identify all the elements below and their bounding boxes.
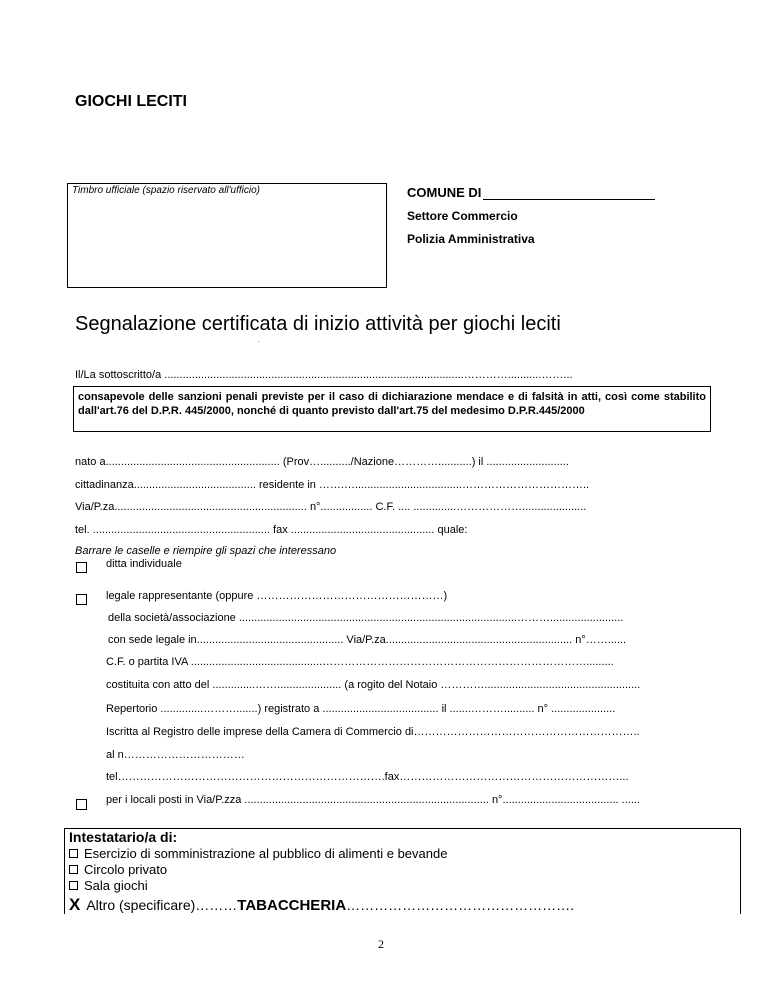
comune-line (407, 185, 655, 200)
locali-line[interactable]: per i locali posti in Via/P.zza ................................................................................ n°...................................... ...... (106, 794, 640, 806)
declaration-box: consapevole delle sanzioni penali previste per il caso di dichiarazione mendace e di falsità in atti, così come stabilito dall'art.76 del D.P.R. 445/2000, nonché di quanto previsto dall'art.75 del medesimo D.P.R.445/2000 (73, 386, 711, 432)
cittadinanza-line[interactable]: cittadinanza........................................ residente in …….…...................................…………………………….. (75, 479, 590, 491)
altro-suffix: …………………………………………. (346, 897, 575, 913)
checkbox-circolo[interactable] (69, 865, 78, 874)
tiny-mark: . (258, 338, 260, 344)
comune-label: COMUNE DI (407, 185, 482, 200)
nato-line[interactable]: nato a......................................................... (Prov…........../Nazione…………...........) il ........................... (75, 456, 569, 468)
page-number: 2 (378, 937, 384, 951)
tel-fax-line[interactable]: tel……………………………………………………………….fax……………………………………………………... (106, 771, 629, 783)
sede-line[interactable]: con sede legale in................................................ Via/P.za............................................................. n°……...... (108, 634, 627, 646)
altro-value[interactable]: TABACCHERIA (237, 897, 347, 914)
altro-prefix: Altro (specificare)……… (86, 897, 238, 913)
stamp-label: Timbro ufficiale (spazio riservato all'ufficio) (72, 185, 260, 196)
ditta-label: ditta individuale (106, 558, 182, 570)
option-sala-giochi[interactable]: Sala giochi (69, 878, 148, 893)
repertorio-line[interactable]: Repertorio ..............……….......) registrato a ...................................... il .......……….......... n° ..................... (106, 703, 616, 715)
x-mark[interactable]: X (69, 895, 81, 914)
costituita-line[interactable]: costituita con atto del ..............……..................... (a rogito del Notaio …………................................................... (106, 679, 641, 691)
comune-blank[interactable] (483, 185, 655, 200)
checkbox-sala-giochi[interactable] (69, 881, 78, 890)
checkbox-somministrazione[interactable] (69, 849, 78, 858)
registro-line[interactable]: Iscritta al Registro delle imprese della Camera di Commercio di…………………………………………………….. (106, 726, 640, 738)
intestatario-box (64, 828, 741, 914)
checkbox-locali[interactable] (76, 799, 87, 810)
polizia-amministrativa: Polizia Amministrativa (407, 232, 535, 246)
al-n-line[interactable]: al n…………………………… (106, 749, 245, 761)
option-altro[interactable] (69, 895, 574, 915)
via-line[interactable]: Via/P.za............................................................... n°................. C.F. .... ..............………………..................... (75, 501, 587, 513)
document-title: GIOCHI LECITI (75, 93, 187, 110)
tel-line[interactable]: tel. .......................................................... fax ............................................... quale: (75, 524, 468, 536)
checkbox-legale[interactable] (76, 594, 87, 605)
settore-commercio: Settore Commercio (407, 209, 518, 223)
option-somministrazione[interactable]: Esercizio di somministrazione al pubblico di alimenti e bevande (69, 846, 447, 861)
form-title: Segnalazione certificata di inizio attività per giochi leciti (75, 313, 561, 335)
official-stamp-box (67, 183, 387, 288)
intestatario-heading: Intestatario/a di: (69, 829, 178, 845)
sottoscritto-line[interactable]: Il/La sottoscritto/a ..................................................................................................…………...........……... (75, 369, 573, 381)
checkbox-ditta[interactable] (76, 562, 87, 573)
cf-iva-line[interactable]: C.F. o partita IVA ...........................................………………………………………………………………......... (106, 656, 614, 668)
option-circolo[interactable]: Circolo privato (69, 862, 167, 877)
instructions: Barrare le caselle e riempire gli spazi che interessano (75, 545, 337, 557)
legale-line[interactable]: legale rappresentante (oppure ……………………………………………) (106, 590, 448, 602)
societa-line[interactable]: della società/associazione ...........................................................................................………........................ (108, 612, 624, 624)
